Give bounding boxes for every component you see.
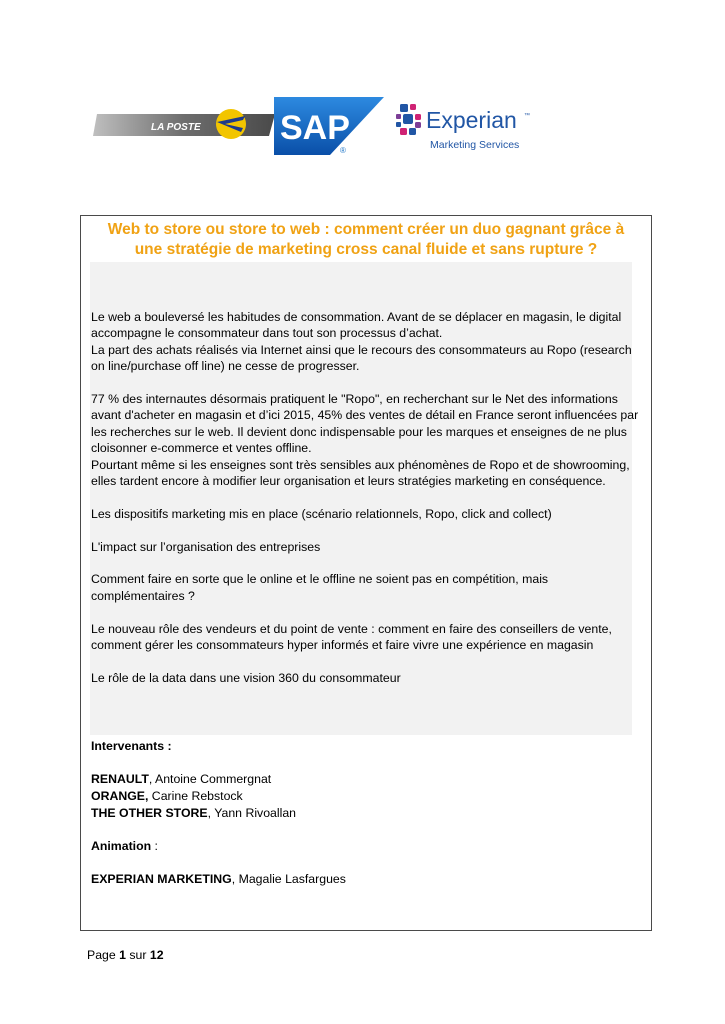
speaker-item [91,805,631,822]
title-line-2: une stratégie de marketing cross canal fluide et sans rupture ? [134,241,598,258]
experian-logo [394,102,544,154]
topic-sellers-role: Le nouveau rôle des vendeurs et du point de vente : comment en faire des conseillers de vente, comment gérer les consommateurs hyper informés et faire vivre une expérience en magasin [91,621,612,653]
speaker-name: , Yann Rivoallan [207,806,297,820]
animator-company: EXPERIAN MARKETING [91,872,232,886]
document-title [81,216,651,264]
paragraph-intro: Le web a bouleversé les habitudes de consommation. Avant de se déplacer en magasin, le digital accompagne le consommateur dans tout son processus d’achat. [91,310,622,341]
speaker-item [91,771,631,788]
title-line-1: Web to store ou store to web : comment créer un duo gagnant grâce à [107,221,625,238]
paragraph-showrooming: Pourtant même si les enseignes sont très sensibles aux phénomènes de Ropo et de showrooming, elles tardent encore à modifier leur organisation et leurs stratégies marketing en conséquence. [91,457,630,489]
speaker-company: RENAULT [91,772,149,786]
topic-organisation-impact: L'impact sur l’organisation des entreprises [91,539,321,554]
svg-text:LA POSTE: LA POSTE [151,122,201,133]
content-frame [80,215,652,931]
speakers-section [91,738,631,888]
speaker-name: , Antoine Commergnat [148,772,272,786]
svg-text:®: ® [340,146,346,155]
speaker-name: Carine Rebstock [148,789,243,803]
speakers-heading: Intervenants : [91,739,172,753]
animator-name: , Magalie Lasfargues [231,872,346,886]
topic-marketing-devices: Les dispositifs marketing mis en place (scénario relationnels, Ropo, click and collect) [91,506,552,521]
body-text [91,309,643,686]
paragraph-ropo-share: La part des achats réalisés via Internet ainsi que le recours des consommateurs au Ropo (research on line/purchase off line) ne cesse de progresser. [91,342,632,374]
speaker-company: ORANGE, [91,789,149,803]
page-number: Page 1 sur 12 [87,948,164,962]
paragraph-statistics: 77 % des internautes désormais pratiquent le "Ropo", en recherchant sur le Net des informations avant d'acheter en magasin et d’ici 2015, 45% des ventes de détail en France seront influencées par les recherches sur le web. Il devient donc indispensable pour les marques et enseignes de ne plus cloisonner e-commerce et ventes offline. [91,392,639,456]
speaker-company: THE OTHER STORE [91,806,208,820]
laposte-logo [93,106,275,142]
svg-text:Experian: Experian [426,107,517,133]
svg-text:SAP: SAP [280,109,350,147]
svg-text:Marketing Services: Marketing Services [430,139,520,151]
animator-item [91,871,631,888]
experian-dots-icon [396,104,421,135]
speaker-item [91,788,631,805]
animation-heading: Animation : [91,839,158,853]
svg-text:™: ™ [524,113,530,119]
sap-logo [274,97,384,155]
partner-logos [93,92,553,156]
topic-online-offline: Comment faire en sorte que le online et le offline ne soient pas en compétition, mais complémentaires ? [91,572,549,603]
topic-data-role: Le rôle de la data dans une vision 360 du consommateur [91,670,401,685]
